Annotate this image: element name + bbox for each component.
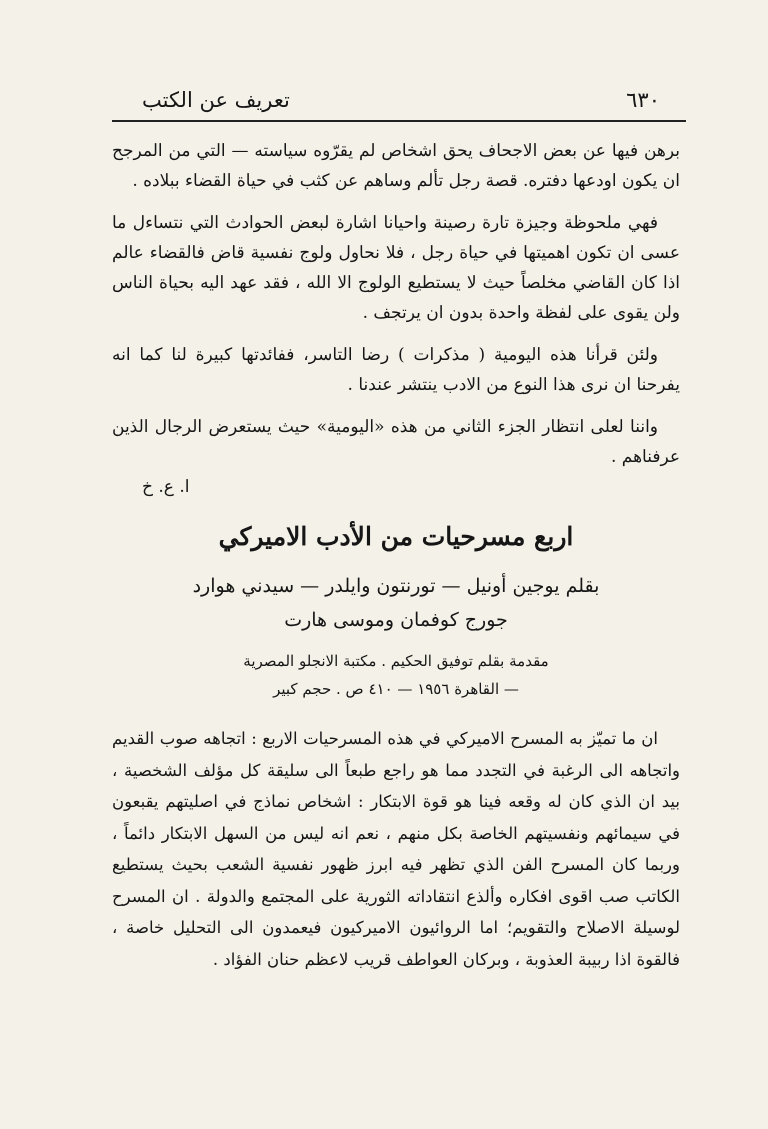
header-rule (112, 120, 686, 122)
book-authors-line-1: بقلم يوجين أونيل — تورنتون وايلدر — سيدني هوارد (192, 575, 600, 597)
review-paragraph: ان ما تميّز به المسرح الاميركي في هذه المسرحيات الاربع : اتجاهه صوب القديم واتجاهه الى الرغبة في التجدد مما هو راجع طبعاً الى سليقة كل مؤلف الشخصية ، بيد ان الذي كان له وقعه فينا هو قوة الابتكار : اشخاص نماذج في اصليتهم يقبعون في سيمائهم ونفسيتهم الخاصة بكل منهم ، نعم انه ليس من السهل الابتكار دائماً ، وربما كان المسرح الفن الذي تظهر فيه ابرز ظهور نفسية الشعب بحيث يستطيع الكاتب صب اقوى افكاره وألذع انتقاداته الثورية على المجتمع والدولة . ان المسرح لوسيلة الاصلاح والتقويم؛ اما الروائيون الاميركيون فيعمدون الى التحليل خاصة ، فالقوة اذا ربيبة العذوبة ، وبركان العواطف قريب لاعظم حنان الفؤاد . (112, 729, 680, 969)
book-title: اربع مسرحيات من الأدب الاميركي (218, 522, 574, 551)
reviewer-signature: ا. ع. خ (142, 477, 190, 497)
prev-paragraph-3: ولئن قرأنا هذه اليومية ( مذكرات ) رضا التاسر، ففائدتها كبيرة لنا كما انه يفرحنا ان نرى هذا النوع من الادب ينتشر عندنا . (112, 345, 680, 395)
publication-details: — القاهرة ١٩٥٦ — ٤١٠ ص . حجم كبير (273, 680, 519, 698)
book-authors-line-2: جورج كوفمان وموسى هارت (284, 609, 508, 631)
page-number: ٦٣٠ (626, 88, 660, 112)
signature-line (112, 472, 680, 502)
running-header (112, 88, 680, 118)
previous-review (112, 136, 680, 502)
publisher-info: مقدمة بقلم توفيق الحكيم . مكتبة الانجلو المصرية (243, 652, 549, 670)
prev-paragraph-2: فهي ملحوظة وجيزة تارة رصينة واحيانا اشارة لبعض الحوادث التي نتساءل ما عسى ان تكون اهميتها في حياة رجل ، فلا نحاول ولوج نفسية قاض فالقضاء عالم اذا كان القاضي مخلصاً حيث لا يستطيع الولوج الا الله ، فقد عهد اليه بحياة الناس ولن يقوى على لفظة واحدة بدون ان يرتجف . (112, 213, 680, 323)
prev-paragraph-4: واننا لعلى انتظار الجزء الثاني من هذه «اليومية» حيث يستعرض الرجال الذين عرفناهم . (112, 417, 680, 467)
book-review (112, 723, 680, 975)
running-title: تعريف عن الكتب (142, 88, 290, 112)
prev-paragraph-1: برهن فيها عن بعض الاجحاف يحق اشخاص لم يقرّوه سياسته — التي من المرجح ان يكون اودعها دفتره. قصة رجل تألم وساهم عن كثب في حياة القضاء ببلاده . (112, 141, 680, 191)
